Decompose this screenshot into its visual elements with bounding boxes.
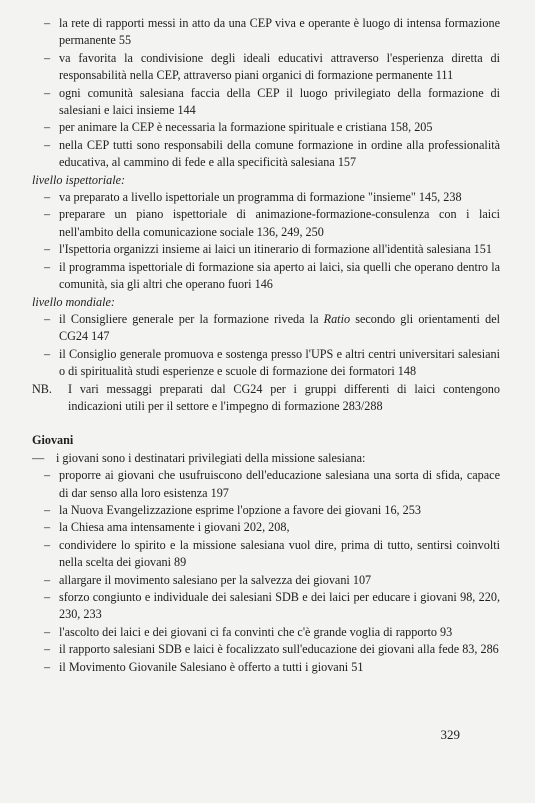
- nb-text: I vari messaggi preparati dal CG24 per i gruppi differenti di laici contengono indicazioni utili per il settore e l'impegno di formazione 283/288: [68, 381, 500, 413]
- nb-label: NB.: [32, 381, 52, 396]
- list-item: – la Nuova Evangelizzazione esprime l'opzione a favore dei giovani 16, 253: [44, 502, 421, 517]
- page-number: 329: [440, 727, 460, 742]
- list-item: – la rete di rapporti messi in atto da una CEP viva e operante è luogo di intensa formazione permanente 55: [44, 16, 500, 48]
- nota-bene: [32, 381, 500, 416]
- list-item: – ogni comunità salesiana faccia della CEP il luogo privilegiato della formazione di salesiani e laici insieme 144: [44, 85, 500, 118]
- list-item: – il rapporto salesiani SDB e laici è focalizzato sull'educazione dei giovani alla fede 83, 286: [44, 642, 499, 657]
- list-item: – la Chiesa ama intensamente i giovani 202, 208,: [44, 520, 290, 535]
- items-ispettoriale: [32, 189, 500, 293]
- list-item: – il Consigliere generale per la formazione riveda la Ratio secondo gli orientamenti del CG24 147: [44, 311, 500, 344]
- list-item: – il Movimento Giovanile Salesiano è offerto a tutti i giovani 51: [44, 659, 364, 674]
- list-item: – va preparato a livello ispettoriale un programma di formazione "insieme" 145, 238: [44, 190, 462, 205]
- ratio-italic: Ratio: [323, 311, 351, 326]
- list-item: – l'ascolto dei laici e dei giovani ci fa convinti che c'è grande voglia di rapporto 93: [44, 624, 453, 639]
- index-text: [32, 15, 500, 676]
- list-item: – proporre ai giovani che usufruiscono dell'educazione salesiana una sorta di sfida, capace di dar senso alla loro esistenza 197: [44, 468, 500, 500]
- items-top: [32, 15, 500, 172]
- list-item: – sforzo congiunto e individuale dei salesiani SDB e dei laici per educare i giovani 98, 220, 230, 233: [44, 590, 500, 622]
- list-item: – il programma ispettoriale di formazione sia aperto ai laici, sia quelli che operano dentro la comunità, sia gli altri che operano fuori 146: [44, 259, 500, 292]
- items-mondiale: [32, 311, 500, 381]
- section-heading-giovani: Giovani: [32, 433, 74, 448]
- list-item: – nella CEP tutti sono responsabili della comune formazione in ordine alla professionalità educativa, al cammino di fede e alla specificità salesiana 157: [44, 137, 500, 170]
- subheading-mondiale: livello mondiale:: [32, 294, 115, 309]
- list-item: – va favorita la condivisione degli ideali educativi attraverso l'esperienza diretta di responsabilità nella CEP, attraverso piani organici di formazione permanente 111: [44, 50, 500, 83]
- list-item: – l'Ispettoria organizzi insieme ai laici un itinerario di formazione all'identità salesiana 151: [44, 242, 492, 257]
- section-lead: — i giovani sono i destinatari privilegiati della missione salesiana:: [32, 450, 366, 465]
- list-item: – condividere lo spirito e la missione salesiana vuol dire, prima di tutto, sentirsi coinvolti nella scelta dei giovani 89: [44, 537, 500, 570]
- list-item: – il Consiglio generale promuova e sostenga presso l'UPS e altri centri universitari salesiani o di spiritualità studi esperienze e scuole di formazione dei formatori 148: [44, 346, 500, 379]
- items-giovani: [32, 467, 500, 676]
- list-item: – preparare un piano ispettoriale di animazione-formazione-consulenza con i laici nell'ambito della comunicazione sociale 136, 249, 250: [44, 207, 500, 239]
- list-item: – allargare il movimento salesiano per la salvezza dei giovani 107: [44, 572, 372, 587]
- subheading-ispettoriale: livello ispettoriale:: [32, 172, 126, 187]
- list-item: – per animare la CEP è necessaria la formazione spirituale e cristiana 158, 205: [44, 120, 433, 135]
